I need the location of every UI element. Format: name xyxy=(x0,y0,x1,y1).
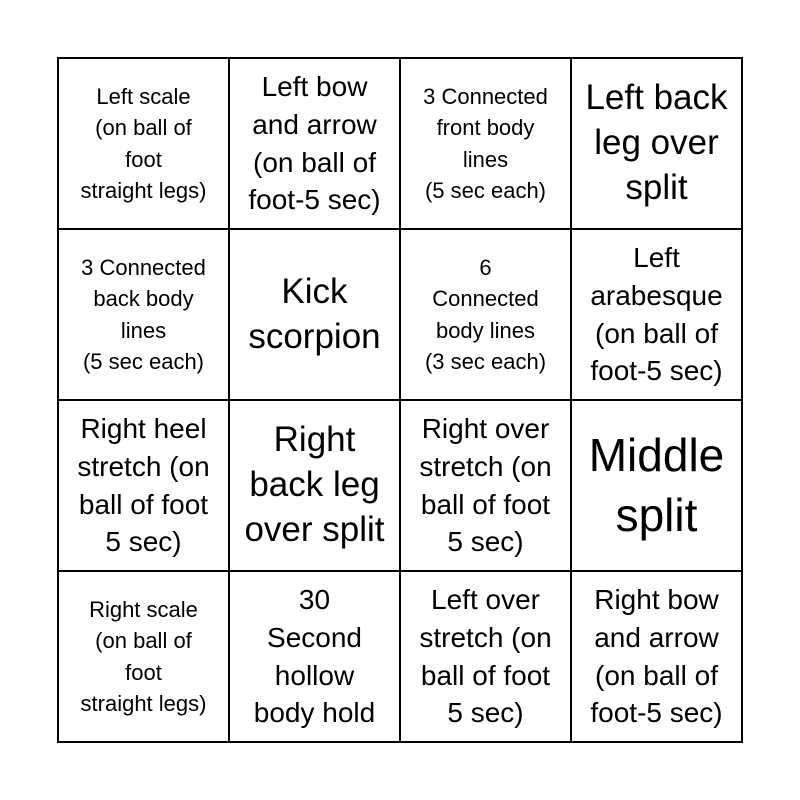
bingo-cell-left-back-leg-over-split[interactable]: Left back leg over split xyxy=(571,58,742,229)
bingo-cell-right-bow-and-arrow[interactable]: Right bow and arrow (on ball of foot-5 sec) xyxy=(571,571,742,742)
bingo-cell-right-back-leg-over-split[interactable]: Right back leg over split xyxy=(229,400,400,571)
bingo-cell-left-arabesque[interactable]: Left arabesque (on ball of foot-5 sec) xyxy=(571,229,742,400)
bingo-board xyxy=(57,57,743,743)
bingo-cell-front-body-lines[interactable]: 3 Connected front body lines (5 sec each) xyxy=(400,58,571,229)
bingo-cell-middle-split[interactable]: Middle split xyxy=(571,400,742,571)
bingo-cell-right-heel-stretch[interactable]: Right heel stretch (on ball of foot 5 sec) xyxy=(58,400,229,571)
bingo-cell-kick-scorpion[interactable]: Kick scorpion xyxy=(229,229,400,400)
bingo-cell-hollow-body-hold[interactable]: 30 Second hollow body hold xyxy=(229,571,400,742)
bingo-cell-right-scale[interactable]: Right scale (on ball of foot straight legs) xyxy=(58,571,229,742)
bingo-cell-left-over-stretch[interactable]: Left over stretch (on ball of foot 5 sec) xyxy=(400,571,571,742)
bingo-cell-six-body-lines[interactable]: 6 Connected body lines (3 sec each) xyxy=(400,229,571,400)
bingo-cell-right-over-stretch[interactable]: Right over stretch (on ball of foot 5 sec) xyxy=(400,400,571,571)
bingo-cell-left-bow-and-arrow[interactable]: Left bow and arrow (on ball of foot-5 sec) xyxy=(229,58,400,229)
bingo-cell-left-scale[interactable]: Left scale (on ball of foot straight legs) xyxy=(58,58,229,229)
bingo-cell-back-body-lines[interactable]: 3 Connected back body lines (5 sec each) xyxy=(58,229,229,400)
